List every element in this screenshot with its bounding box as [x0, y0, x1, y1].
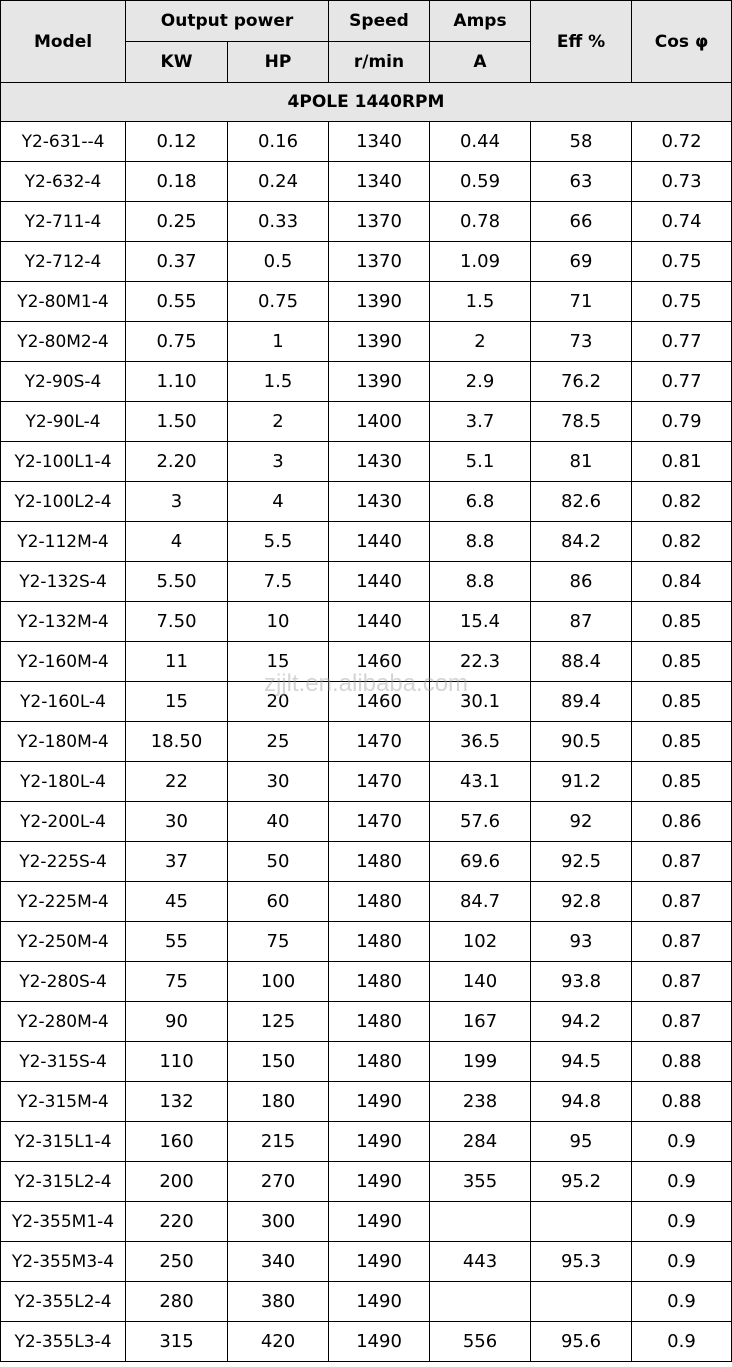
cell-kw: 11: [126, 642, 228, 682]
cell-model: Y2-280M-4: [1, 1002, 126, 1042]
cell-model: Y2-315M-4: [1, 1082, 126, 1122]
cell-hp: 30: [228, 762, 329, 802]
cell-model: Y2-632-4: [1, 162, 126, 202]
cell-speed: 1470: [329, 722, 430, 762]
cell-speed: 1480: [329, 1042, 430, 1082]
cell-kw: 55: [126, 922, 228, 962]
cell-cos: 0.86: [632, 802, 732, 842]
cell-eff: 71: [531, 282, 632, 322]
table-row: [1, 682, 732, 722]
header-cos: Cos φ: [632, 1, 732, 83]
cell-eff: 95.6: [531, 1322, 632, 1362]
table-row: [1, 1082, 732, 1122]
cell-cos: 0.79: [632, 402, 732, 442]
cell-amps: 3.7: [430, 402, 531, 442]
cell-eff: 95.2: [531, 1162, 632, 1202]
table-row: [1, 1202, 732, 1242]
cell-speed: 1490: [329, 1282, 430, 1322]
cell-kw: 132: [126, 1082, 228, 1122]
cell-model: Y2-711-4: [1, 202, 126, 242]
table-row: [1, 922, 732, 962]
cell-amps: 84.7: [430, 882, 531, 922]
cell-amps: [430, 1282, 531, 1322]
table-row: [1, 882, 732, 922]
cell-cos: 0.88: [632, 1042, 732, 1082]
cell-cos: 0.87: [632, 1002, 732, 1042]
header-hp: HP: [228, 42, 329, 83]
table-row: [1, 1322, 732, 1362]
cell-hp: 15: [228, 642, 329, 682]
cell-speed: 1430: [329, 482, 430, 522]
cell-speed: 1460: [329, 642, 430, 682]
cell-cos: 0.77: [632, 362, 732, 402]
cell-cos: 0.75: [632, 282, 732, 322]
table-row: [1, 962, 732, 1002]
table-row: [1, 1042, 732, 1082]
cell-cos: 0.74: [632, 202, 732, 242]
cell-eff: 82.6: [531, 482, 632, 522]
cell-kw: 0.55: [126, 282, 228, 322]
cell-eff: 94.5: [531, 1042, 632, 1082]
cell-amps: 140: [430, 962, 531, 1002]
cell-hp: 10: [228, 602, 329, 642]
table-row: [1, 242, 732, 282]
cell-amps: 443: [430, 1242, 531, 1282]
cell-amps: 0.59: [430, 162, 531, 202]
cell-cos: 0.85: [632, 602, 732, 642]
cell-hp: 0.5: [228, 242, 329, 282]
table-row: [1, 1002, 732, 1042]
cell-model: Y2-225S-4: [1, 842, 126, 882]
cell-model: Y2-225M-4: [1, 882, 126, 922]
table-row: [1, 1242, 732, 1282]
cell-cos: 0.9: [632, 1322, 732, 1362]
cell-model: Y2-100L2-4: [1, 482, 126, 522]
cell-speed: 1340: [329, 162, 430, 202]
watermark: zjjlt.en.alibaba.com: [263, 670, 469, 697]
cell-speed: 1480: [329, 842, 430, 882]
cell-speed: 1400: [329, 402, 430, 442]
cell-cos: 0.82: [632, 482, 732, 522]
cell-kw: 45: [126, 882, 228, 922]
cell-cos: 0.84: [632, 562, 732, 602]
cell-model: Y2-90L-4: [1, 402, 126, 442]
cell-eff: [531, 1282, 632, 1322]
header-speed: Speed: [329, 1, 430, 42]
table-row: [1, 202, 732, 242]
cell-eff: 92.8: [531, 882, 632, 922]
header-rmin: r/min: [329, 42, 430, 83]
cell-speed: 1370: [329, 202, 430, 242]
cell-hp: 1.5: [228, 362, 329, 402]
cell-eff: 87: [531, 602, 632, 642]
cell-hp: 25: [228, 722, 329, 762]
cell-cos: 0.87: [632, 842, 732, 882]
cell-hp: 4: [228, 482, 329, 522]
cell-model: Y2-80M2-4: [1, 322, 126, 362]
cell-hp: 215: [228, 1122, 329, 1162]
cell-model: Y2-132S-4: [1, 562, 126, 602]
cell-eff: 95.3: [531, 1242, 632, 1282]
section-title: 4POLE 1440RPM: [1, 83, 732, 122]
cell-eff: 66: [531, 202, 632, 242]
cell-kw: 90: [126, 1002, 228, 1042]
cell-model: Y2-160M-4: [1, 642, 126, 682]
cell-kw: 18.50: [126, 722, 228, 762]
section-row: [1, 83, 732, 122]
header-model: Model: [1, 1, 126, 83]
cell-kw: 0.75: [126, 322, 228, 362]
cell-model: Y2-355M1-4: [1, 1202, 126, 1242]
cell-hp: 380: [228, 1282, 329, 1322]
cell-kw: 250: [126, 1242, 228, 1282]
cell-eff: 58: [531, 122, 632, 162]
cell-model: Y2-200L-4: [1, 802, 126, 842]
table-row: [1, 362, 732, 402]
table-row: [1, 762, 732, 802]
cell-eff: 92.5: [531, 842, 632, 882]
cell-model: Y2-280S-4: [1, 962, 126, 1002]
cell-speed: 1370: [329, 242, 430, 282]
cell-eff: 91.2: [531, 762, 632, 802]
cell-speed: 1490: [329, 1082, 430, 1122]
cell-cos: 0.73: [632, 162, 732, 202]
cell-cos: 0.9: [632, 1282, 732, 1322]
cell-eff: 90.5: [531, 722, 632, 762]
cell-hp: 0.75: [228, 282, 329, 322]
table-row: [1, 122, 732, 162]
cell-amps: 0.44: [430, 122, 531, 162]
cell-eff: 76.2: [531, 362, 632, 402]
table-row: [1, 562, 732, 602]
cell-hp: 7.5: [228, 562, 329, 602]
cell-hp: 340: [228, 1242, 329, 1282]
cell-amps: 355: [430, 1162, 531, 1202]
cell-kw: 0.18: [126, 162, 228, 202]
cell-hp: 270: [228, 1162, 329, 1202]
cell-amps: [430, 1202, 531, 1242]
cell-eff: 63: [531, 162, 632, 202]
cell-model: Y2-160L-4: [1, 682, 126, 722]
cell-amps: 2: [430, 322, 531, 362]
cell-kw: 0.37: [126, 242, 228, 282]
cell-amps: 102: [430, 922, 531, 962]
cell-eff: 86: [531, 562, 632, 602]
cell-hp: 40: [228, 802, 329, 842]
table-row: [1, 1162, 732, 1202]
table-row: [1, 322, 732, 362]
cell-kw: 4: [126, 522, 228, 562]
cell-hp: 3: [228, 442, 329, 482]
cell-amps: 30.1: [430, 682, 531, 722]
table-row: [1, 522, 732, 562]
table-row: [1, 1122, 732, 1162]
cell-eff: 93.8: [531, 962, 632, 1002]
table-row: [1, 482, 732, 522]
cell-kw: 1.50: [126, 402, 228, 442]
table-row: [1, 162, 732, 202]
cell-cos: 0.87: [632, 922, 732, 962]
table-row: [1, 842, 732, 882]
cell-eff: 81: [531, 442, 632, 482]
cell-model: Y2-712-4: [1, 242, 126, 282]
cell-kw: 2.20: [126, 442, 228, 482]
cell-cos: 0.88: [632, 1082, 732, 1122]
cell-model: Y2-180L-4: [1, 762, 126, 802]
cell-eff: 92: [531, 802, 632, 842]
cell-hp: 150: [228, 1042, 329, 1082]
cell-amps: 238: [430, 1082, 531, 1122]
cell-hp: 125: [228, 1002, 329, 1042]
cell-amps: 57.6: [430, 802, 531, 842]
table-row: [1, 1282, 732, 1322]
cell-kw: 0.25: [126, 202, 228, 242]
cell-cos: 0.75: [632, 242, 732, 282]
cell-eff: [531, 1202, 632, 1242]
cell-model: Y2-631--4: [1, 122, 126, 162]
cell-cos: 0.85: [632, 682, 732, 722]
cell-speed: 1440: [329, 602, 430, 642]
cell-kw: 7.50: [126, 602, 228, 642]
cell-amps: 2.9: [430, 362, 531, 402]
cell-model: Y2-250M-4: [1, 922, 126, 962]
cell-model: Y2-315S-4: [1, 1042, 126, 1082]
cell-kw: 200: [126, 1162, 228, 1202]
cell-cos: 0.9: [632, 1122, 732, 1162]
cell-model: Y2-112M-4: [1, 522, 126, 562]
cell-hp: 420: [228, 1322, 329, 1362]
cell-hp: 0.16: [228, 122, 329, 162]
cell-eff: 94.8: [531, 1082, 632, 1122]
cell-hp: 50: [228, 842, 329, 882]
cell-eff: 73: [531, 322, 632, 362]
cell-model: Y2-355L2-4: [1, 1282, 126, 1322]
cell-kw: 30: [126, 802, 228, 842]
cell-kw: 37: [126, 842, 228, 882]
cell-speed: 1490: [329, 1162, 430, 1202]
cell-eff: 69: [531, 242, 632, 282]
header-row-top: [1, 1, 732, 42]
cell-cos: 0.9: [632, 1242, 732, 1282]
cell-eff: 95: [531, 1122, 632, 1162]
cell-amps: 167: [430, 1002, 531, 1042]
cell-kw: 315: [126, 1322, 228, 1362]
cell-model: Y2-355L3-4: [1, 1322, 126, 1362]
cell-speed: 1460: [329, 682, 430, 722]
cell-model: Y2-90S-4: [1, 362, 126, 402]
table-row: [1, 602, 732, 642]
cell-cos: 0.72: [632, 122, 732, 162]
cell-cos: 0.9: [632, 1162, 732, 1202]
cell-speed: 1430: [329, 442, 430, 482]
header-kw: KW: [126, 42, 228, 83]
cell-hp: 0.33: [228, 202, 329, 242]
cell-amps: 1.09: [430, 242, 531, 282]
cell-amps: 36.5: [430, 722, 531, 762]
cell-speed: 1340: [329, 122, 430, 162]
table-row: [1, 282, 732, 322]
cell-eff: 94.2: [531, 1002, 632, 1042]
cell-cos: 0.87: [632, 882, 732, 922]
header-output-power: Output power: [126, 1, 329, 42]
cell-speed: 1470: [329, 802, 430, 842]
cell-eff: 89.4: [531, 682, 632, 722]
cell-model: Y2-315L2-4: [1, 1162, 126, 1202]
cell-speed: 1480: [329, 922, 430, 962]
cell-amps: 8.8: [430, 522, 531, 562]
cell-amps: 15.4: [430, 602, 531, 642]
cell-cos: 0.85: [632, 642, 732, 682]
table-row: [1, 442, 732, 482]
cell-speed: 1470: [329, 762, 430, 802]
cell-speed: 1390: [329, 322, 430, 362]
cell-eff: 84.2: [531, 522, 632, 562]
cell-kw: 22: [126, 762, 228, 802]
cell-kw: 3: [126, 482, 228, 522]
cell-speed: 1440: [329, 522, 430, 562]
cell-speed: 1480: [329, 962, 430, 1002]
cell-kw: 5.50: [126, 562, 228, 602]
cell-model: Y2-80M1-4: [1, 282, 126, 322]
cell-kw: 0.12: [126, 122, 228, 162]
cell-cos: 0.82: [632, 522, 732, 562]
cell-amps: 284: [430, 1122, 531, 1162]
cell-amps: 69.6: [430, 842, 531, 882]
cell-model: Y2-132M-4: [1, 602, 126, 642]
cell-eff: 93: [531, 922, 632, 962]
cell-model: Y2-315L1-4: [1, 1122, 126, 1162]
cell-amps: 556: [430, 1322, 531, 1362]
cell-kw: 75: [126, 962, 228, 1002]
table-row: [1, 722, 732, 762]
header-a: A: [430, 42, 531, 83]
cell-amps: 0.78: [430, 202, 531, 242]
cell-kw: 1.10: [126, 362, 228, 402]
cell-amps: 43.1: [430, 762, 531, 802]
cell-model: Y2-355M3-4: [1, 1242, 126, 1282]
table-row: [1, 402, 732, 442]
cell-amps: 1.5: [430, 282, 531, 322]
cell-cos: 0.81: [632, 442, 732, 482]
cell-kw: 220: [126, 1202, 228, 1242]
cell-speed: 1390: [329, 362, 430, 402]
cell-hp: 100: [228, 962, 329, 1002]
cell-kw: 160: [126, 1122, 228, 1162]
cell-hp: 75: [228, 922, 329, 962]
cell-speed: 1490: [329, 1122, 430, 1162]
cell-speed: 1490: [329, 1202, 430, 1242]
cell-kw: 110: [126, 1042, 228, 1082]
cell-hp: 5.5: [228, 522, 329, 562]
cell-cos: 0.85: [632, 762, 732, 802]
table-row: [1, 642, 732, 682]
cell-speed: 1480: [329, 1002, 430, 1042]
cell-hp: 2: [228, 402, 329, 442]
cell-kw: 15: [126, 682, 228, 722]
cell-model: Y2-180M-4: [1, 722, 126, 762]
header-amps: Amps: [430, 1, 531, 42]
cell-hp: 300: [228, 1202, 329, 1242]
cell-speed: 1490: [329, 1322, 430, 1362]
cell-model: Y2-100L1-4: [1, 442, 126, 482]
cell-cos: 0.85: [632, 722, 732, 762]
cell-cos: 0.87: [632, 962, 732, 1002]
cell-speed: 1480: [329, 882, 430, 922]
cell-amps: 8.8: [430, 562, 531, 602]
cell-hp: 0.24: [228, 162, 329, 202]
cell-speed: 1390: [329, 282, 430, 322]
table-row: [1, 802, 732, 842]
cell-hp: 1: [228, 322, 329, 362]
cell-amps: 6.8: [430, 482, 531, 522]
cell-kw: 280: [126, 1282, 228, 1322]
cell-hp: 20: [228, 682, 329, 722]
cell-hp: 180: [228, 1082, 329, 1122]
cell-speed: 1440: [329, 562, 430, 602]
cell-amps: 199: [430, 1042, 531, 1082]
cell-eff: 88.4: [531, 642, 632, 682]
cell-speed: 1490: [329, 1242, 430, 1282]
cell-amps: 22.3: [430, 642, 531, 682]
cell-eff: 78.5: [531, 402, 632, 442]
cell-cos: 0.77: [632, 322, 732, 362]
cell-hp: 60: [228, 882, 329, 922]
header-eff: Eff %: [531, 1, 632, 83]
cell-amps: 5.1: [430, 442, 531, 482]
cell-cos: 0.9: [632, 1202, 732, 1242]
